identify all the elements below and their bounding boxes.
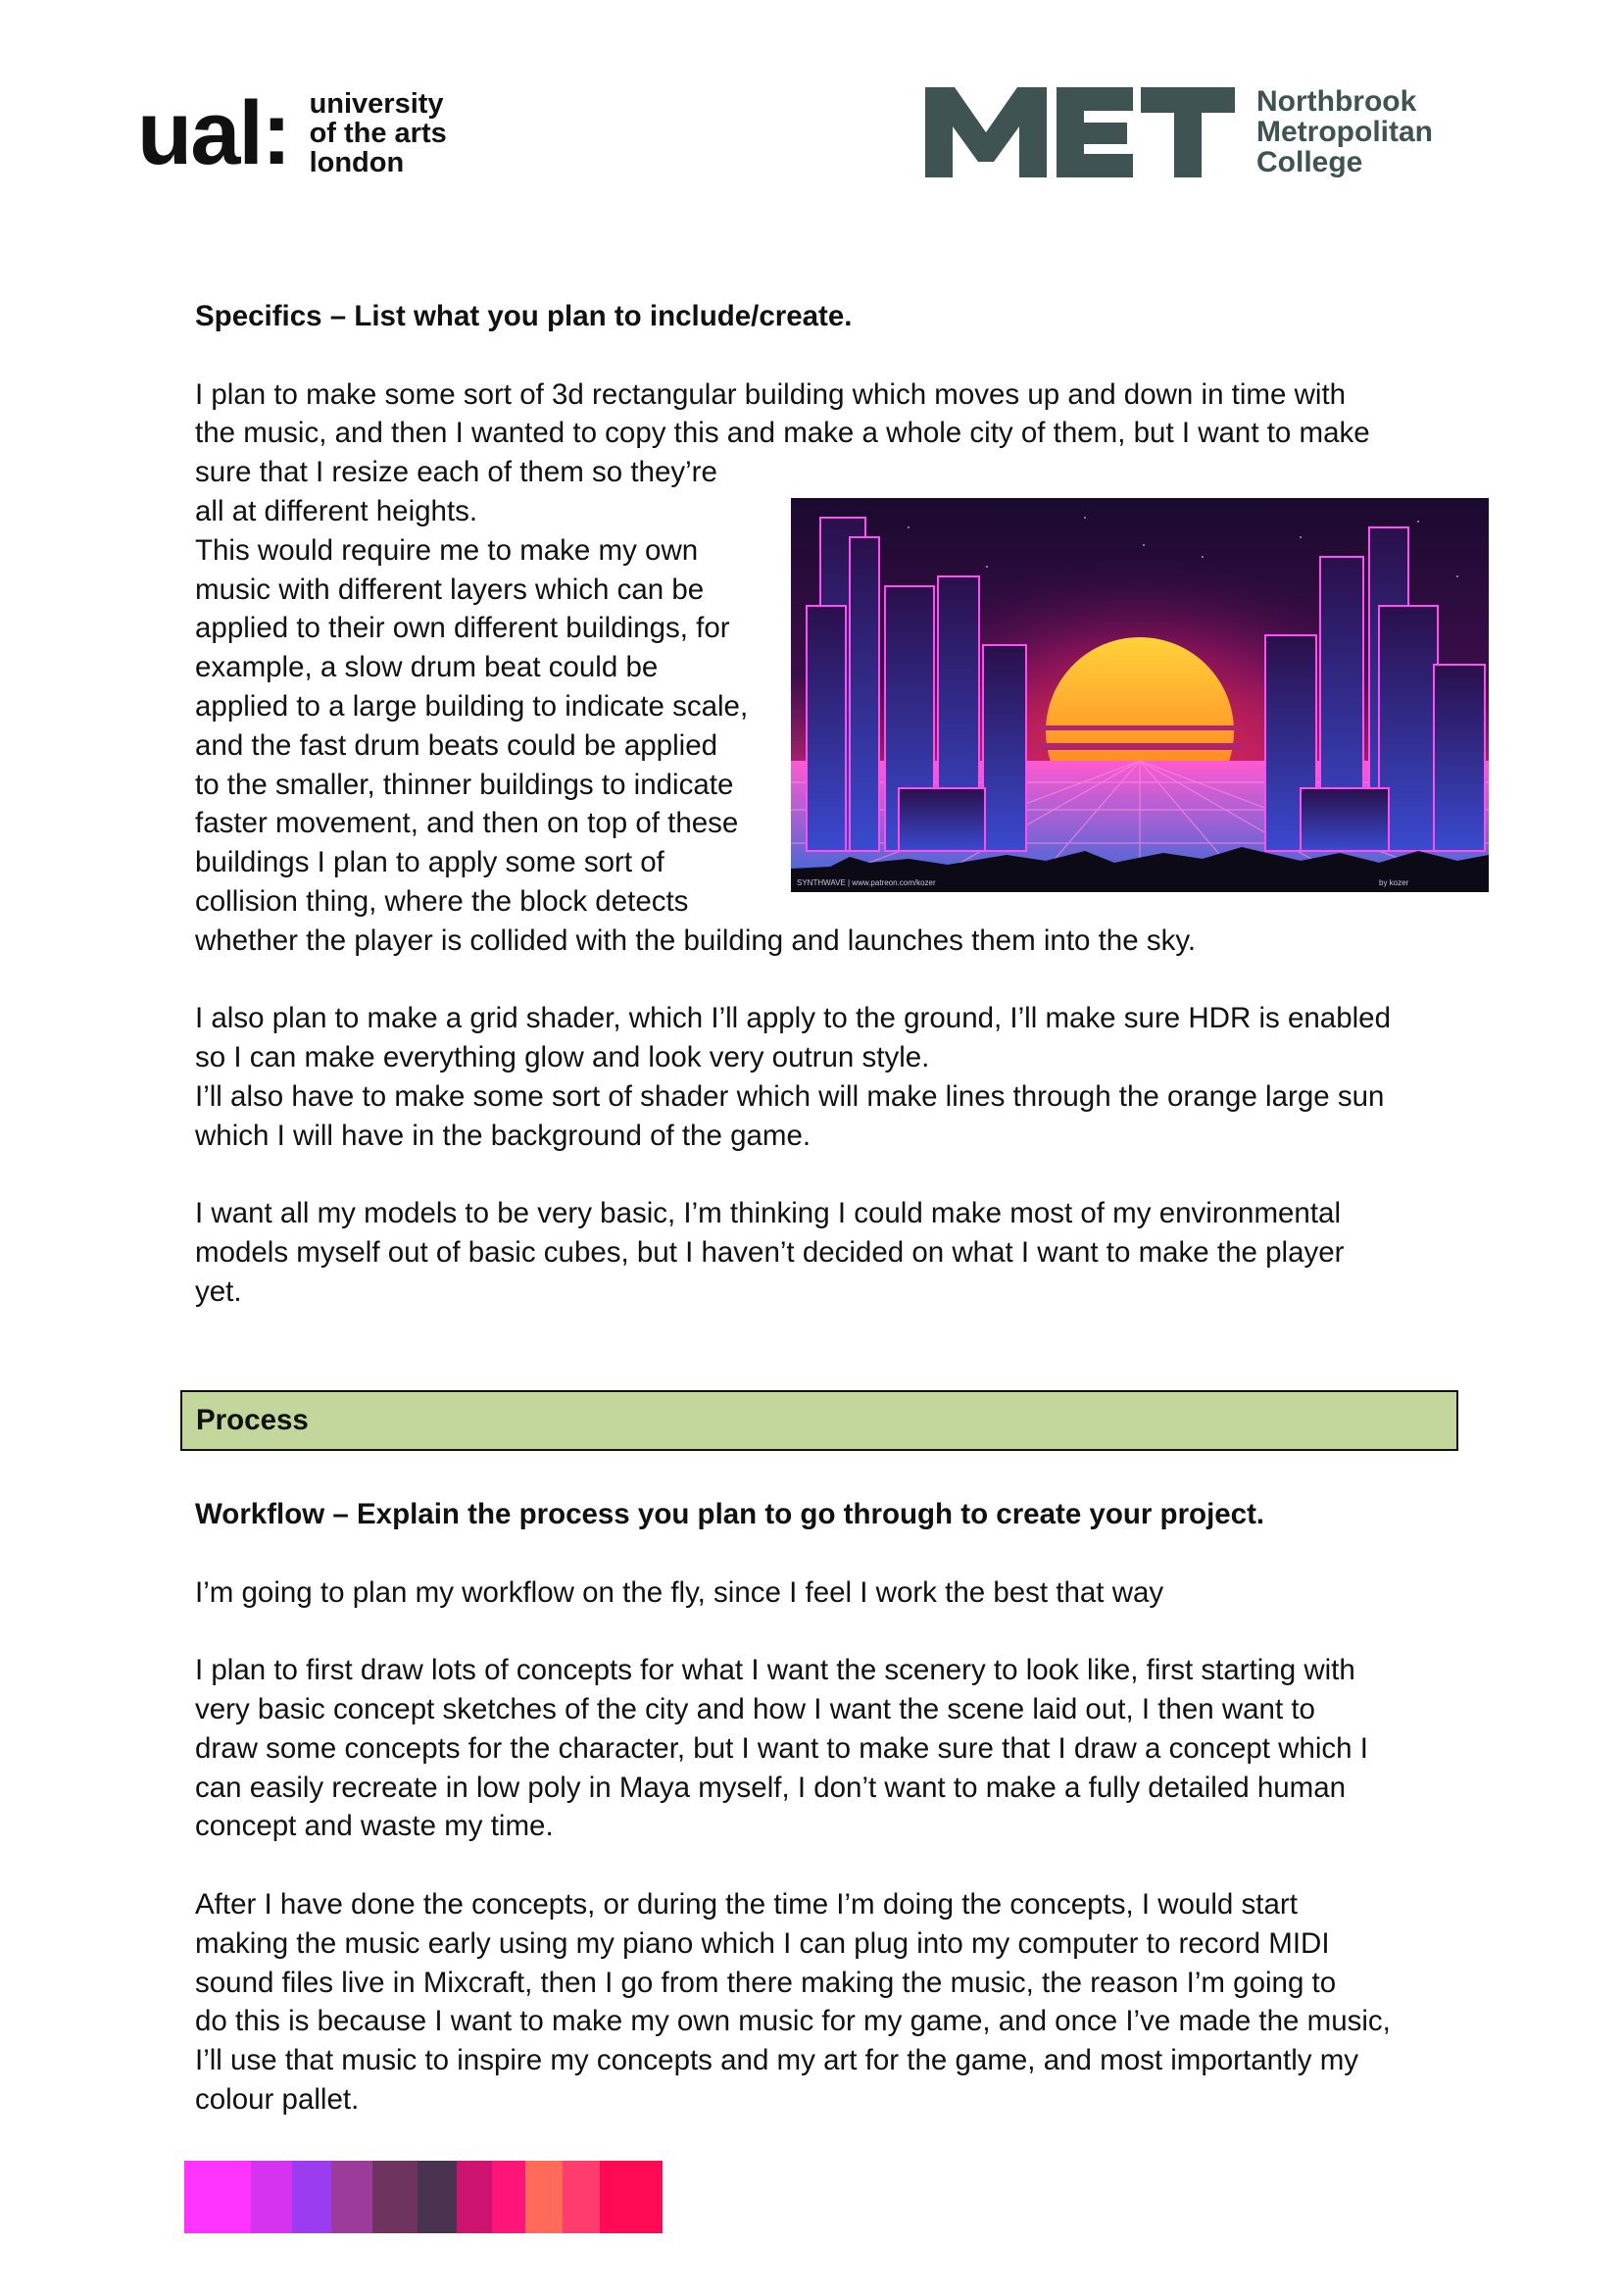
workflow-heading: Workflow – Explain the process you plan to go through to create your project. [195, 1498, 1265, 1530]
workflow-paragraph-2 [195, 1651, 1459, 1846]
palette-swatch [492, 2161, 525, 2233]
image-credit-right: by kozer [1379, 878, 1409, 887]
text-line: music with different layers which can be [195, 573, 705, 606]
palette-swatch [331, 2161, 372, 2233]
text-line: draw some concepts for the character, but I want to make sure that I draw a concept which I [195, 1731, 1368, 1765]
process-section-bar [180, 1390, 1458, 1451]
text-line: very basic concept sketches of the city and how I want the scene laid out, I then want to [195, 1692, 1315, 1725]
met-logo-mark [925, 87, 1235, 177]
palette-swatch [372, 2161, 418, 2233]
ual-logo-text [310, 89, 447, 177]
palette-swatch [292, 2161, 331, 2233]
met-logo-line: College [1256, 146, 1363, 178]
text-line: sound files live in Mixcraft, then I go from there making the music, the reason I’m going to [195, 1966, 1337, 1999]
colour-palette [184, 2161, 663, 2233]
text-line: collision thing, where the block detects [195, 884, 689, 918]
text-line: applied to a large building to indicate scale, [195, 689, 749, 723]
met-logo-line: Metropolitan [1256, 116, 1433, 148]
text-line: colour pallet. [195, 2082, 360, 2116]
ual-logo-mark: ual: [137, 83, 290, 183]
text-line: so I can make everything glow and look very outrun style. [195, 1041, 930, 1074]
text-line: and the fast drum beats could be applied [195, 728, 718, 762]
workflow-section [195, 1495, 1459, 2120]
text-line: can easily recreate in low poly in Maya myself, I don’t want to make a fully detailed human [195, 1771, 1347, 1804]
met-logo-line: Northbrook [1256, 85, 1417, 118]
text-line: yet. [195, 1274, 242, 1308]
text-line: sure that I resize each of them so they’re [195, 456, 717, 489]
text-line: do this is because I want to make my own music for my game, and once I’ve made the music, [195, 2005, 1391, 2038]
text-line: all at different heights. [195, 494, 478, 527]
palette-swatch [600, 2161, 663, 2233]
palette-swatch [251, 2161, 292, 2233]
ual-logo [137, 83, 447, 183]
palette-swatch [563, 2161, 600, 2233]
specifics-paragraph-2 [195, 999, 1459, 1155]
workflow-paragraph-3 [195, 1885, 1459, 2120]
met-logo-text [1256, 86, 1433, 177]
synthwave-city-image [791, 498, 1489, 892]
text-line: I plan to first draw lots of concepts for what I want the scenery to look like, first starting with [195, 1654, 1355, 1687]
ual-logo-line: university [309, 88, 444, 120]
met-logo [925, 86, 1433, 177]
palette-swatch [418, 2161, 457, 2233]
workflow-paragraph-1: I’m going to plan my workflow on the fly, since I feel I work the best that way [195, 1575, 1164, 1609]
ual-logo-line: of the arts [309, 118, 447, 149]
image-credit-left: SYNTHWAVE | www.patreon.com/kozer [797, 878, 936, 887]
text-line: example, a slow drum beat could be [195, 651, 659, 684]
text-line: I plan to make some sort of 3d rectangular building which moves up and down in time with [195, 377, 1347, 411]
text-line: faster movement, and then on top of these [195, 807, 739, 840]
palette-swatch [457, 2161, 492, 2233]
text-line: I’ll also have to make some sort of shader which will make lines through the orange large sun [195, 1079, 1385, 1113]
specifics-heading: Specifics – List what you plan to include/create. [195, 300, 853, 332]
text-line: After I have done the concepts, or during the time I’m doing the concepts, I would start [195, 1887, 1298, 1921]
ual-logo-line: london [309, 147, 405, 178]
text-line: concept and waste my time. [195, 1810, 554, 1843]
text-line: to the smaller, thinner buildings to indicate [195, 768, 734, 801]
palette-swatch [525, 2161, 563, 2233]
text-line: This would require me to make my own [195, 533, 699, 567]
text-line: which I will have in the background of the game. [195, 1119, 812, 1152]
text-line: whether the player is collided with the building and launches them into the sky. [195, 923, 1197, 957]
text-line: models myself out of basic cubes, but I haven’t decided on what I want to make the player [195, 1236, 1345, 1270]
text-line: buildings I plan to apply some sort of [195, 846, 664, 879]
text-line: I’ll use that music to inspire my concepts and my art for the game, and most importantly my [195, 2044, 1359, 2077]
process-bar-label: Process [196, 1404, 309, 1436]
specifics-paragraph-3 [195, 1194, 1459, 1311]
text-line: making the music early using my piano which I can plug into my computer to record MIDI [195, 1926, 1330, 1960]
palette-swatch [184, 2161, 251, 2233]
text-line: I also plan to make a grid shader, which I’ll apply to the ground, I’ll make sure HDR is enabled [195, 1002, 1391, 1035]
text-line: I want all my models to be very basic, I’m thinking I could make most of my environmental [195, 1197, 1341, 1230]
text-line: the music, and then I wanted to copy this and make a whole city of them, but I want to make [195, 417, 1370, 450]
text-line: applied to their own different buildings, for [195, 612, 730, 645]
